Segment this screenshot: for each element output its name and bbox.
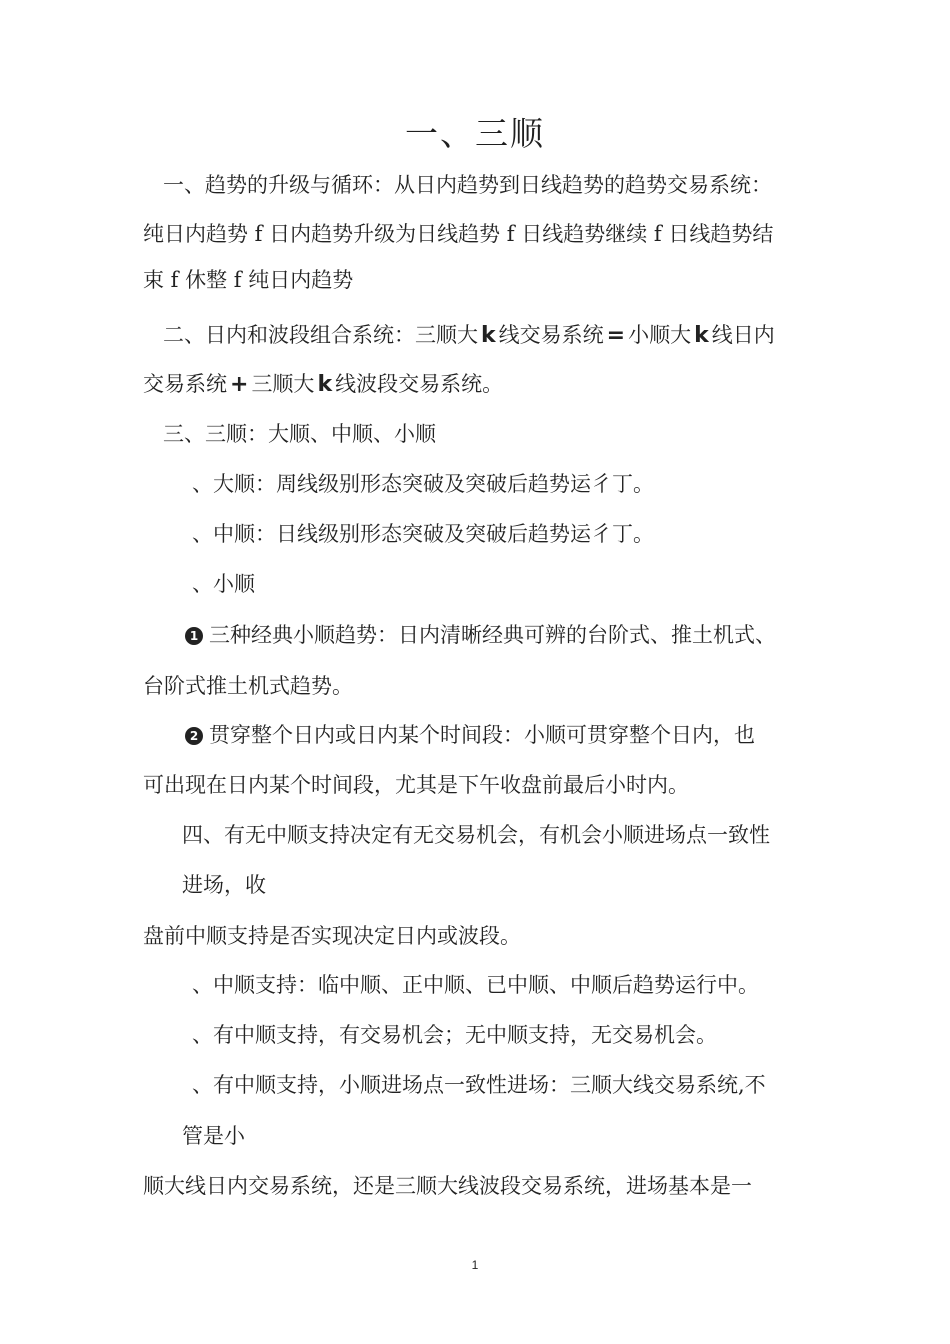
number-two-icon: 2 — [185, 727, 203, 745]
text-run: 贯穿整个日内或日内某个时间段：小顺可贯穿整个日内，也 — [209, 723, 755, 747]
page-title: 一、三顺 — [405, 114, 545, 153]
k-letter: k — [694, 323, 709, 348]
paragraph-line: 、中顺：日线级别形态突破及突破后趋势运彳丁。 — [192, 522, 654, 546]
paragraph-line — [185, 720, 755, 750]
paragraph-line: 台阶式推土机式趋势。 — [143, 674, 353, 698]
paragraph-line: 、小顺 — [192, 572, 255, 596]
text-run: 三种经典小顺趋势：日内清晰经典可辨的台阶式、推土机式、 — [209, 623, 776, 647]
paragraph-line: 盘前中顺支持是否实现决定日内或波段。 — [143, 924, 521, 948]
paragraph-line — [143, 369, 503, 400]
page-number: 1 — [471, 1258, 479, 1272]
paragraph-line: 纯日内趋势 f 日内趋势升级为日线趋势 f 日线趋势继续 f 日线趋势结 — [143, 222, 774, 246]
paragraph-line — [185, 620, 776, 650]
paragraph-line: 一、趋势的升级与循环：从日内趋势到日线趋势的趋势交易系统： — [163, 173, 772, 197]
text-run: 三顺大 — [251, 372, 315, 396]
paragraph-line: 四、有无中顺支持决定有无交易机会，有机会小顺进场点一致性 — [182, 823, 770, 847]
paragraph-line: 进场，收 — [182, 873, 266, 897]
paragraph-line: 、大顺：周线级别形态突破及突破后趋势运彳丁。 — [192, 472, 654, 496]
paragraph-line: 管是小 — [182, 1124, 245, 1148]
k-letter: k — [317, 372, 333, 397]
paragraph-line — [163, 320, 775, 351]
paragraph-line: 顺大线日内交易系统，还是三顺大线波段交易系统，进场基本是一 — [143, 1174, 752, 1198]
text-run: 线波段交易系统。 — [335, 372, 504, 396]
number-one-icon: 1 — [185, 627, 203, 645]
text-run: 交易系统 — [143, 372, 227, 396]
text-run: 线交易系统 — [498, 323, 604, 347]
text-run: 线日内 — [711, 323, 775, 347]
paragraph-line: 、有中顺支持，有交易机会；无中顺支持，无交易机会。 — [192, 1023, 717, 1047]
text-run: 二、日内和波段组合系统：三顺大 — [163, 323, 478, 347]
plus-sign: + — [230, 372, 249, 397]
paragraph-line: 三、三顺：大顺、中顺、小顺 — [163, 422, 436, 446]
paragraph-line: 、中顺支持：临中顺、正中顺、已中顺、中顺后趋势运行中。 — [192, 973, 759, 997]
paragraph-line: 可出现在日内某个时间段，尤其是下午收盘前最后小时内。 — [143, 773, 689, 797]
equals-sign: = — [606, 323, 626, 348]
paragraph-line: 、有中顺支持，小顺进场点一致性进场：三顺大线交易系统,不 — [192, 1073, 766, 1097]
paragraph-line: 束 f 休整 f 纯日内趋势 — [143, 268, 354, 292]
text-run: 小顺大 — [628, 323, 692, 347]
k-letter: k — [481, 323, 496, 348]
